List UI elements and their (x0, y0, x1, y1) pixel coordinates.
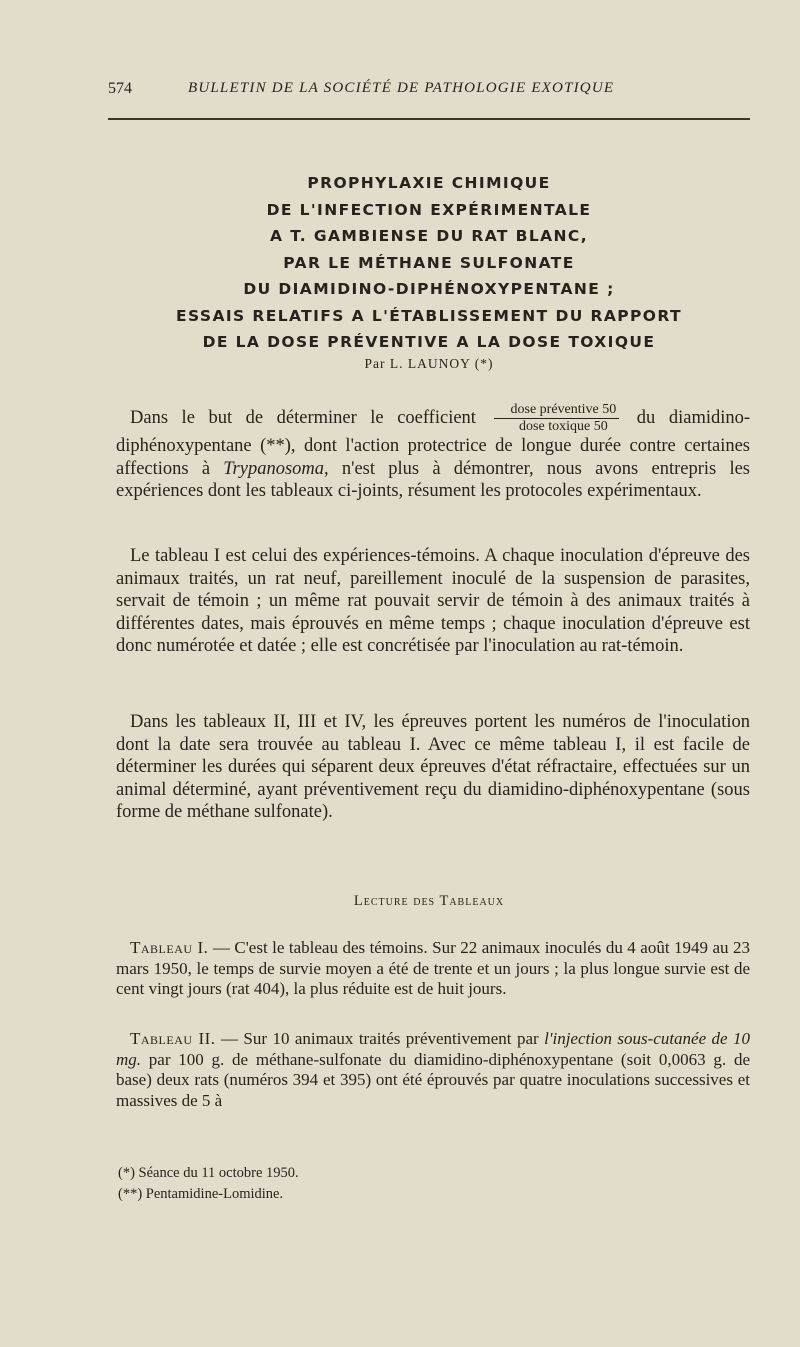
paragraph-intro (116, 402, 750, 503)
paragraph-tableaux-ii-iv (116, 711, 750, 824)
paragraph-text: Dans les tableaux II, III et IV, les épreuves portent les numéros de l'inoculation dont la date sera trouvée au tableau I. Avec ce même tableau I, il est facile de déterminer les durées qui séparent deux épreuves d'état réfractaire, effectuées sur un animal déterminé, ayant préventivement reçu du diamidino-diphénoxypentane (sous forme de méthane sulfonate). (116, 712, 750, 822)
title-line: DE L'INFECTION EXPÉRIMENTALE (266, 200, 592, 219)
paragraph-text: Le tableau I est celui des expériences-témoins. A chaque inoculation d'épreuve des animaux traités, un rat neuf, pareillement inoculé de la suspension de parasites, servait de témoin ; un même rat pouvait servir de témoin à des animaux traités à différentes dates, mais éprouvés en même temps ; chaque inoculation d'épreuve est donc numérotée et datée ; elle est concrétisée par l'inoculation au rat-témoin. (116, 546, 750, 656)
tableau-ii-description (116, 1029, 750, 1111)
tableau-i-description (116, 938, 750, 1000)
title-line: A T. GAMBIENSE DU RAT BLANC, (270, 227, 588, 245)
fraction-denominator: dose toxique 50 (519, 419, 608, 434)
trypanosoma-italic: Trypanosoma (223, 458, 325, 479)
title-line: PAR LE MÉTHANE SULFONATE (283, 253, 575, 272)
section-heading: Lecture des Tableaux (353, 893, 505, 909)
dose-ratio-fraction (494, 402, 620, 435)
footnote: (**) Pentamidine-Lomidine. (118, 1186, 284, 1202)
intro-text: Dans le but de déterminer le coefficient (130, 407, 476, 428)
author-byline: Par L. LAUNOY (*) (364, 356, 494, 371)
paragraph-tableau-i (116, 545, 750, 658)
page-number: 574 (108, 80, 132, 97)
injection-italic: l'injection sous-cutanée de 10 mg. (116, 1029, 751, 1069)
title-line: ESSAIS RELATIFS A L'ÉTABLISSEMENT DU RAPPORT (176, 306, 682, 325)
fraction-numerator: dose préventive 50 (494, 402, 620, 419)
article-title (108, 170, 750, 356)
footnote: (*) Séance du 11 octobre 1950. (118, 1165, 299, 1181)
tableau-label: Tableau I. (130, 938, 209, 957)
title-line: DE LA DOSE PRÉVENTIVE A LA DOSE TOXIQUE (202, 333, 656, 351)
tableau-label: Tableau II. (130, 1029, 216, 1048)
header-rule (108, 118, 750, 120)
tableau-text: — C'est le tableau des témoins. Sur 22 animaux inoculés du 4 août 1949 au 23 mars 1950, le temps de survie moyen a été de trente et un jours ; la plus longue survie est de cent vingt jours (rat 404), la plus réduite est de huit jours. (116, 938, 751, 998)
tableau-text: — Sur 10 animaux traités préventivement par (220, 1029, 539, 1048)
page-header (108, 80, 750, 110)
footnotes (118, 1163, 748, 1205)
intro-text-end: , n'est plus à démontrer, nous avons entrepris les expériences dont les tableaux ci-joints, résument les protocoles expérimentaux. (116, 458, 750, 501)
title-line: PROPHYLAXIE CHIMIQUE (307, 174, 551, 192)
running-head: BULLETIN DE LA SOCIÉTÉ DE PATHOLOGIE EXOTIQUE (188, 80, 615, 96)
intro-text-cont: du diamidino-diphénoxypentane (**), dont l'action protectrice de longue durée contre certaines affections à (116, 407, 751, 479)
title-line: DU DIAMIDINO-DIPHÉNOXYPENTANE ; (243, 280, 615, 298)
tableau-text-cont: par 100 g. de méthane-sulfonate du diamidino-diphénoxypentane (soit 0,0063 g. de base) deux rats (numéros 394 et 395) ont été éprouvés par quatre inoculations successives et massives de 5 à (116, 1049, 750, 1110)
